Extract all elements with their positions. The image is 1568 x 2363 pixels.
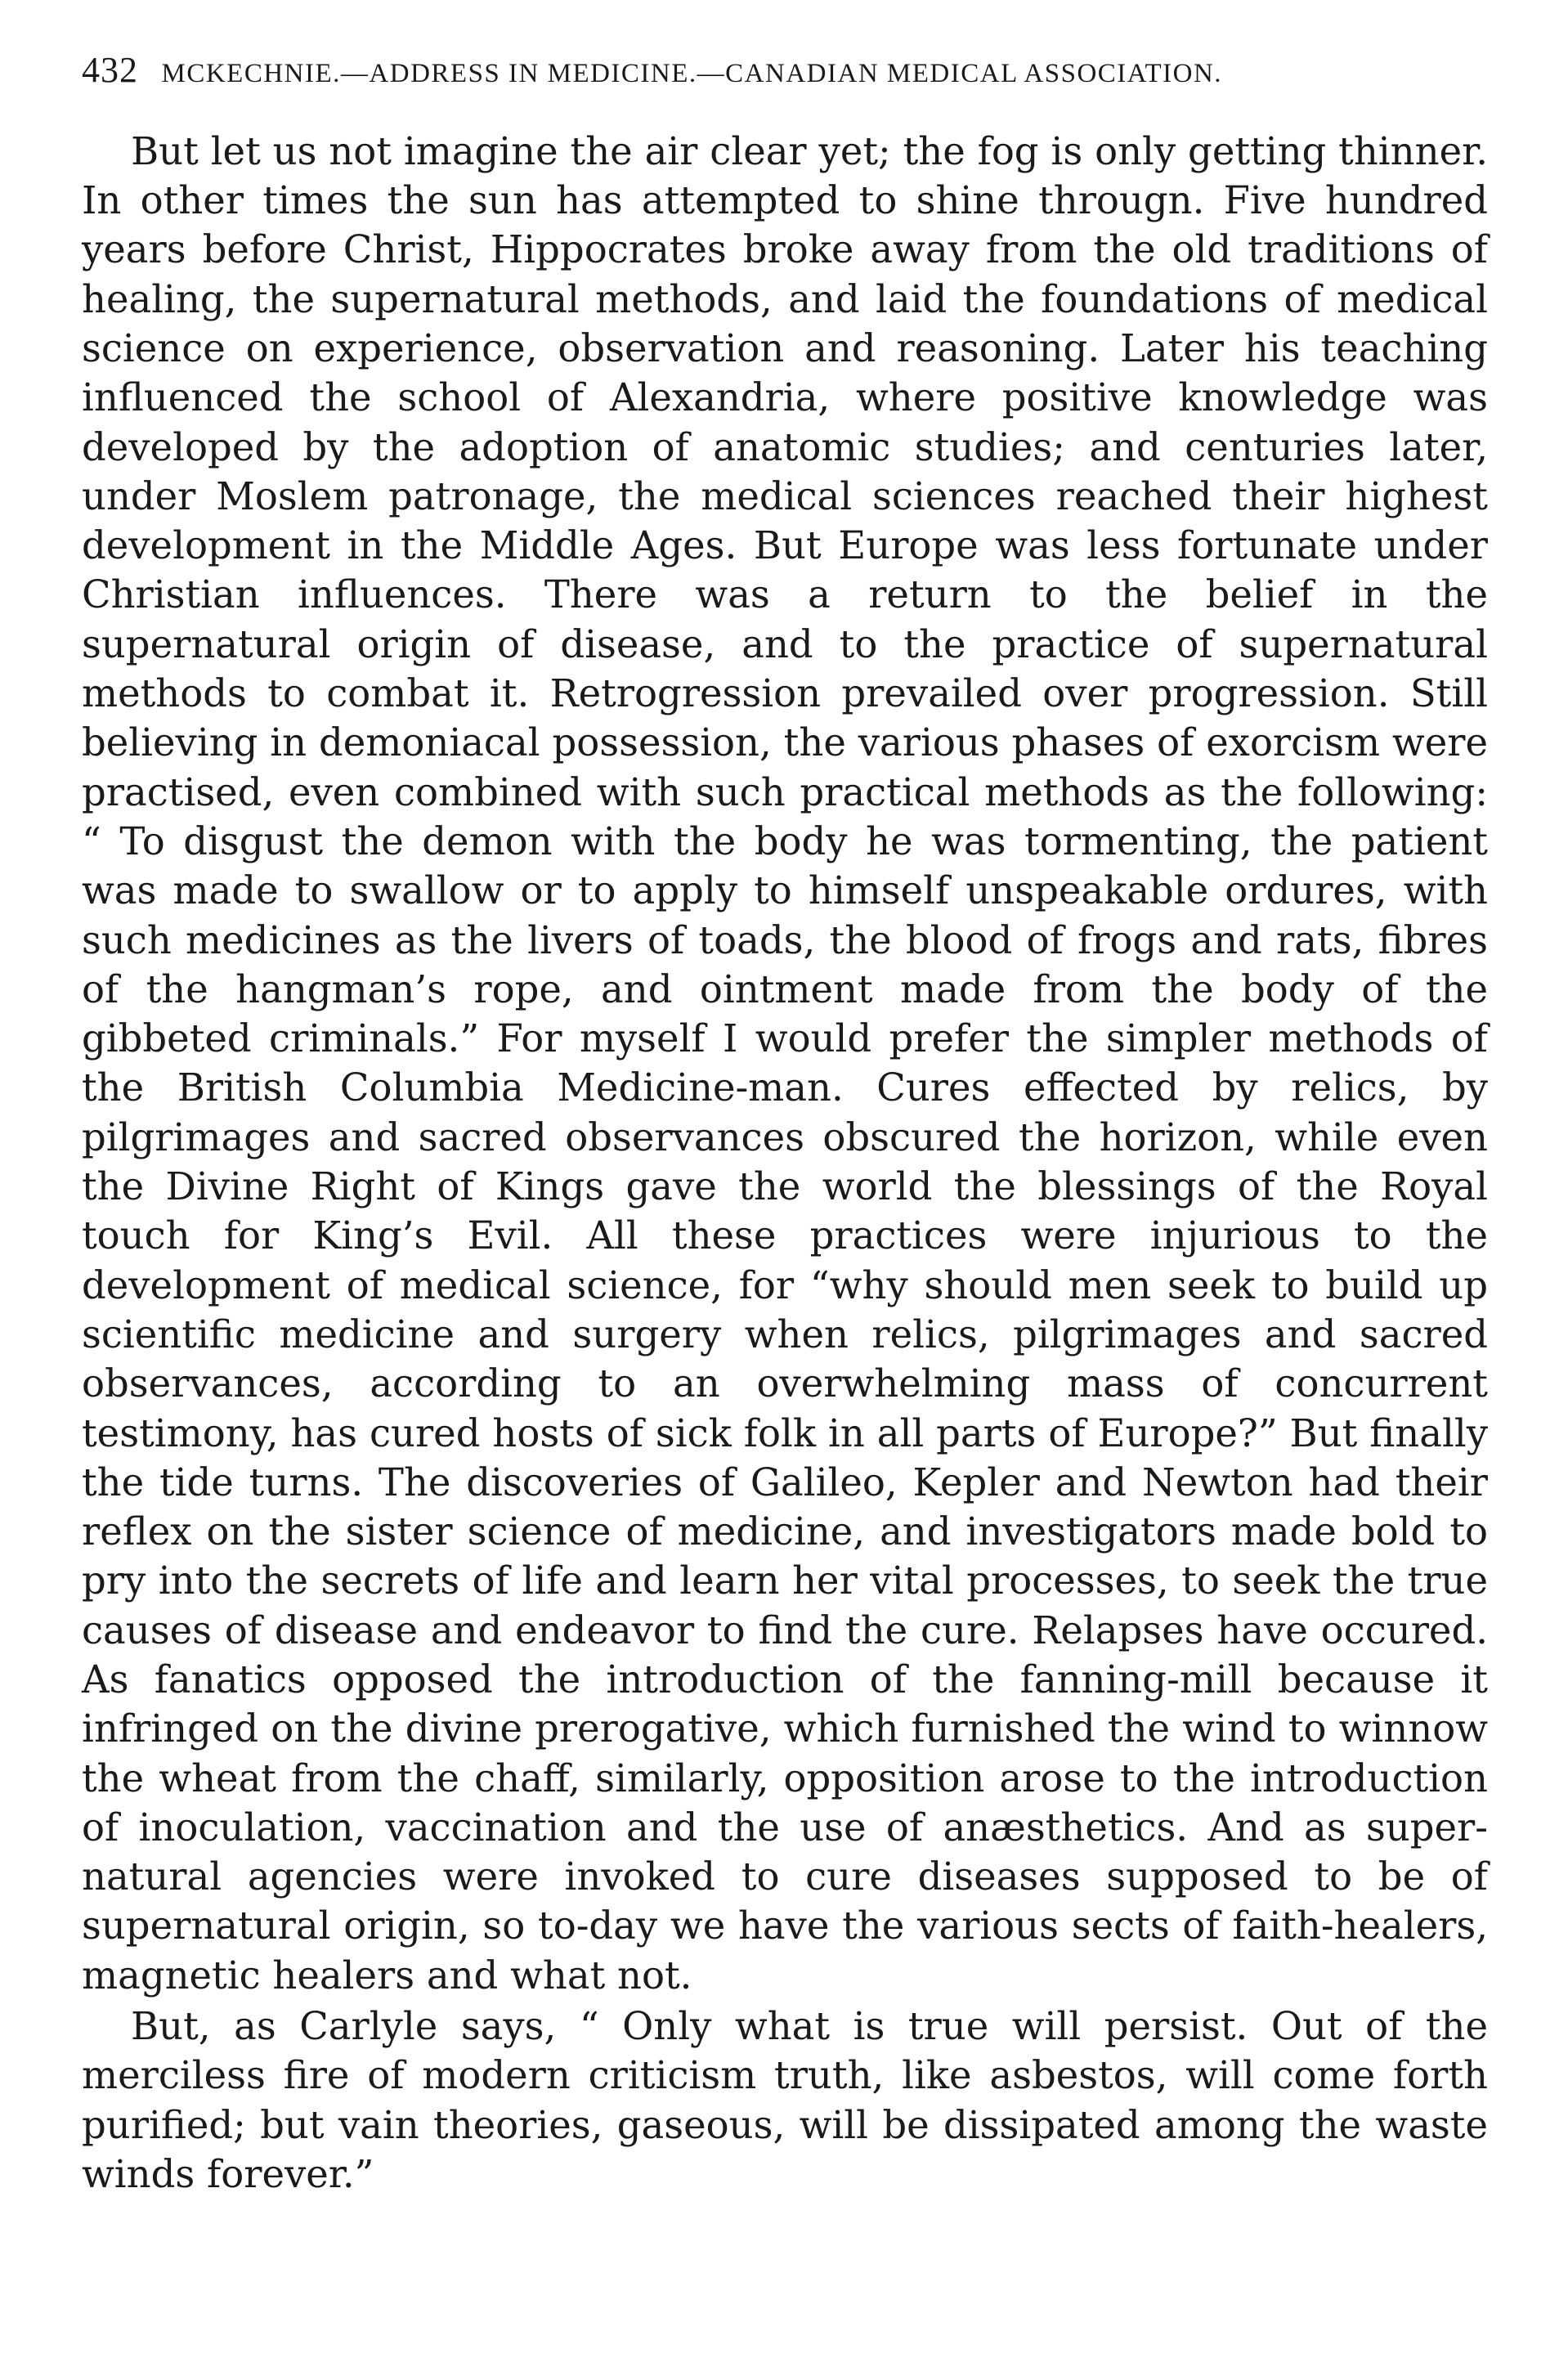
body-text	[82, 127, 1488, 2199]
paragraph-1: But let us not imagine the air clear yet; the fog is only getting thinner. In other times the sun has attempted to shine througn. Five hundred years before Christ, Hippocrates broke away from the old traditions of healing, the supernatural methods, and laid the foundations of medical science on experience, observation and reasoning. Later his teaching influenced the school of Alexandria, where positive knowledge was developed by the adoption of anatomic studies; and centuries later, under Moslem patronage, the medical sciences reached their highest development in the Middle Ages. But Europe was less fortunate under Christian influences. There was a return to the belief in the supernatural origin of disease, and to the practice of supernatural methods to combat it. Retrogression prevailed over progression. Still believing in demoniacal possession, the various phases of exorcism were practised, even combined with such practical methods as the following: “ To disgust the demon with the body he was tormenting, the patient was made to swallow or to apply to himself unspeakable ordures, with such medicines as the livers of toads, the blood of frogs and rats, fibres of the hangman’s rope, and ointment made from the body of the gibbeted criminals.” For myself I would prefer the simpler methods of the British Columbia Medicine-man. Cures effected by relics, by pilgrimages and sacred observances obscured the horizon, while even the Divine Right of Kings gave the world the blessings of the Royal touch for King’s Evil. All these practices were injurious to the development of medical science, for “why should men seek to build up scientific medicine and surgery when relics, pilgrimages and sacred observances, according to an overwhelming mass of concurrent testimony, has cured hosts of sick folk in all parts of Europe?” But finally the tide turns. The discoveries of Galileo, Kepler and Newton had their reflex on the sister science of medicine, and investigators made bold to pry into the secrets of life and learn her vital processes, to seek the true causes of disease and endeavor to find the cure. Relapses have occured. As fanatics opposed the introduction of the fanning-mill because it infringed on the divine prerogative, which furnished the wind to winnow the wheat from the chaff, similarly, opposition arose to the introduction of inoculation, vaccination and the use of anæsthetics. And as supernatural agencies were invoked to cure diseases supposed to be of supernatural origin, so to-day we have the various sects of faith-healers, magnetic healers and what not.	[82, 128, 1488, 1998]
page-number: 432	[82, 50, 138, 90]
paragraph-2: But, as Carlyle says, “ Only what is true will persist. Out of the merciless fire of modern criticism truth, like asbestos, will come forth purified; but vain theories, gaseous, will be dissipated among the waste winds forever.”	[82, 2004, 1488, 2196]
running-header	[82, 49, 1488, 92]
running-title: MCKECHNIE.—ADDRESS IN MEDICINE.—CANADIAN MEDICAL ASSOCIATION.	[161, 59, 1223, 88]
document-page	[82, 49, 1488, 2199]
